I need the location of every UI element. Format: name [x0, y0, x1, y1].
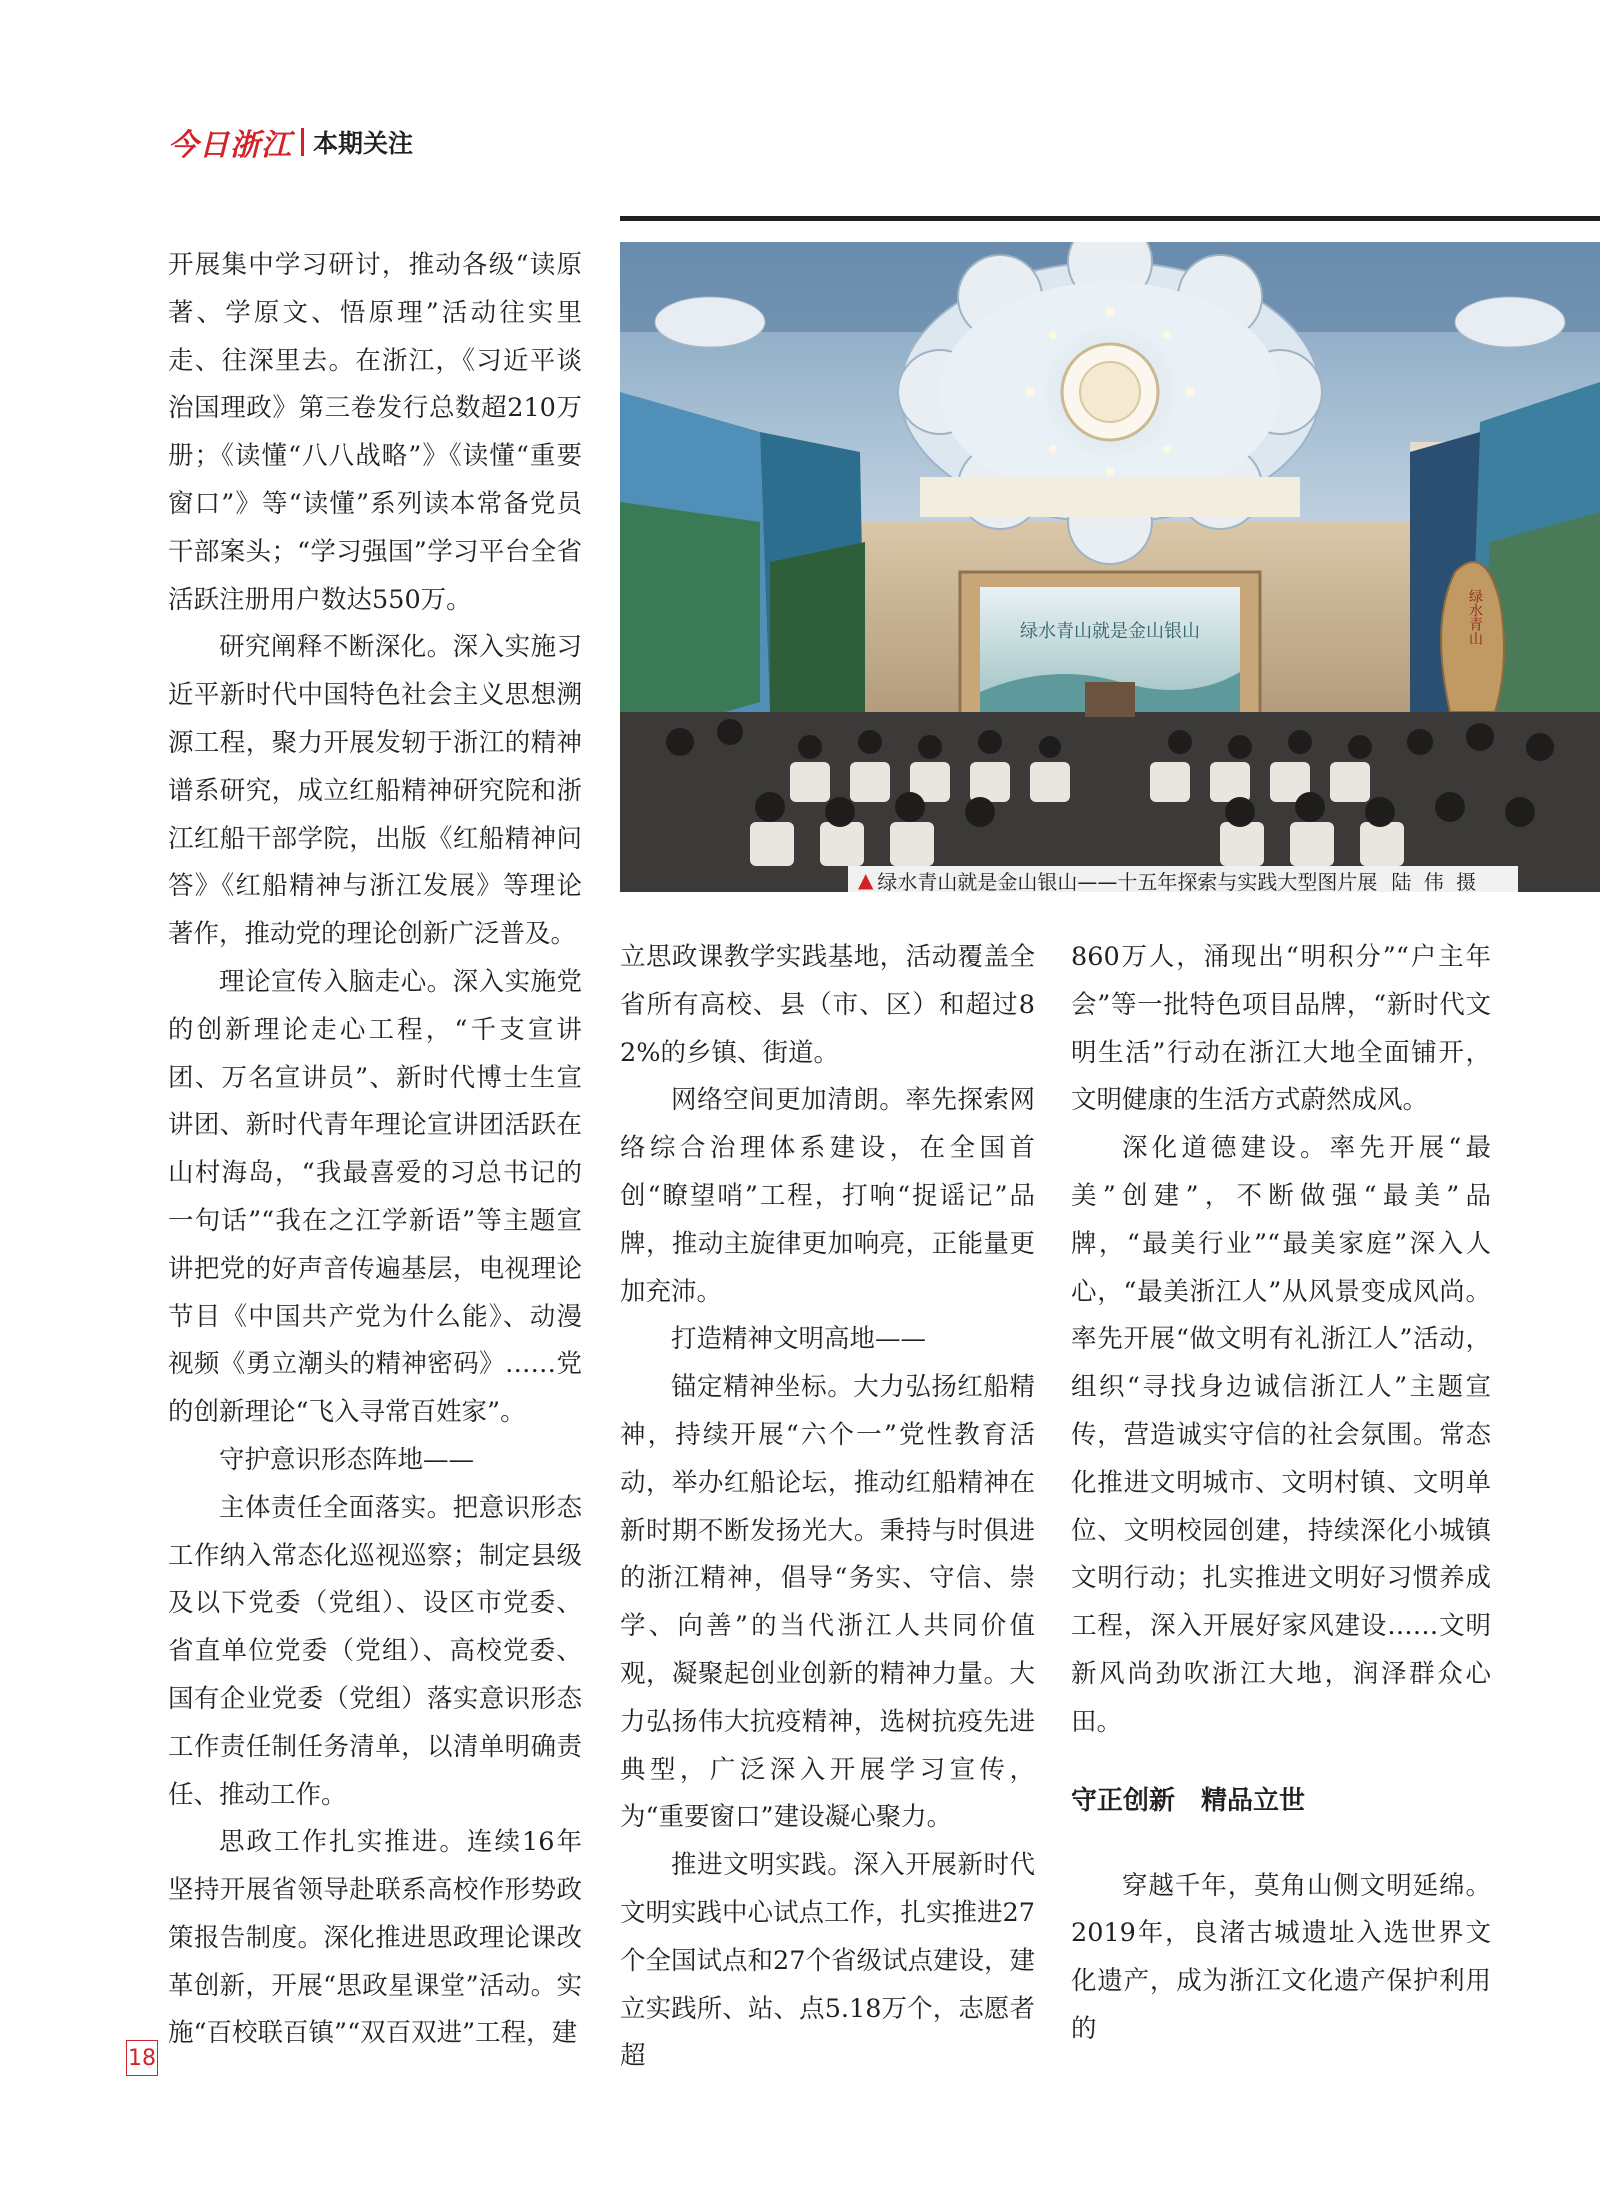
paragraph: 推进文明实践。深入开展新时代文明实践中心试点工作，扎实推进27个全国试点和27个省级试点建设，建立实践所、站、点5.18万个，志愿者超: [620, 1850, 1035, 2072]
masthead: [168, 122, 413, 162]
caption-marker-icon: ▲: [858, 868, 874, 892]
paragraph: 研究阐释不断深化。深入实施习近平新时代中国特色社会主义思想溯源工程，聚力开展发轫于浙江的精神谱系研究，成立红船精神研究院和浙江红船干部学院，出版《红船精神问答》《红船精神与浙江发展》等理论著作，推动党的理论创新广泛普及。: [168, 632, 582, 950]
paragraph: 理论宣传入脑走心。深入实施党的创新理论走心工程，“千支宣讲团、万名宣讲员”、新时代博士生宣讲团、新时代青年理论宣讲团活跃在山村海岛，“我最喜爱的习总书记的一句话”“我在之江学新语”等主题宣讲把党的好声音传遍基层，电视理论节目《中国共产党为什么能》、动漫视频《勇立潮头的精神密码》……党的创新理论“飞入寻常百姓家”。: [168, 966, 582, 1428]
paragraph: 锚定精神坐标。大力弘扬红船精神，持续开展“六个一”党性教育活动，举办红船论坛，推动红船精神在新时期不断发扬光大。秉持与时俱进的浙江精神，倡导“务实、守信、崇学、向善”的当代浙江人共同价值观，凝聚起创业创新的精神力量。大力弘扬伟大抗疫精神，选树抗疫先进典型，广泛深入开展学习宣传，为“重要窗口”建设凝心聚力。: [620, 1372, 1035, 1833]
paragraph: 思政工作扎实推进。连续16年坚持开展省领导赴联系高校作形势政策报告制度。深化推进思政理论课改革创新，开展“思政星课堂”活动。实施“百校联百镇”“双百双进”工程，建: [168, 1827, 582, 2049]
exhibition-photo: [620, 242, 1600, 892]
paragraph: 开展集中学习研讨，推动各级“读原著、学原文、悟原理”活动往实里走、往深里去。在浙江，《习近平谈治国理政》第三卷发行总数超210万册；《读懂“八八战略”》《读懂“重要窗口”》等“读懂”系列读本常备党员干部案头；“学习强国”学习平台全省活跃注册用户数达550万。: [168, 250, 582, 615]
masthead-divider: [301, 128, 304, 156]
caption-text: 绿水青山就是金山银山——十五年探索与实践大型图片展: [877, 869, 1378, 894]
paragraph: 穿越千年，莫角山侧文明延绵。2019年，良渚古城遗址入选世界文化遗产，成为浙江文化遗产保护利用的: [1071, 1870, 1491, 2044]
photo-credit: 陆 伟 摄: [1391, 869, 1480, 894]
stele-inscription: 绿水青山: [1467, 589, 1483, 645]
page-number: 18: [126, 2040, 158, 2076]
paragraph: 网络空间更加清朗。率先探索网络综合治理体系建设，在全国首创“瞭望哨”工程，打响“捉谣记”品牌，推动主旋律更加响亮，正能量更加充沛。: [620, 1085, 1035, 1307]
paragraph: 860万人，涌现出“明积分”“户主年会”等一批特色项目品牌，“新时代文明生活”行动在浙江大地全面铺开，文明健康的生活方式蔚然成风。: [1071, 942, 1491, 1116]
photo-caption: [848, 866, 1518, 894]
article-column-2: [620, 934, 1035, 2081]
top-rule: [620, 216, 1600, 221]
paragraph: 立思政课教学实践基地，活动覆盖全省所有高校、县（市、区）和超过82%的乡镇、街道。: [620, 942, 1035, 1068]
magazine-logo: 今日浙江: [168, 128, 292, 163]
paragraph: 深化道德建设。率先开展“最美”创建”，不断做强“最美”品牌，“最美行业”“最美家庭”深入人心，“最美浙江人”从风景变成风尚。率先开展“做文明有礼浙江人”活动，组织“寻找身边诚信浙江人”主题宣传，营造诚实守信的社会氛围。常态化推进文明城市、文明村镇、文明单位、文明校园创建，持续深化小城镇文明行动；扎实推进文明好习惯养成工程，深入开展好家风建设……文明新风尚劲吹浙江大地，润泽群众心田。: [1071, 1133, 1491, 1737]
section-title: 本期关注: [313, 129, 414, 158]
topic-heading: 守护意识形态阵地——: [219, 1444, 475, 1475]
paragraph: 主体责任全面落实。把意识形态工作纳入常态化巡视巡察；制定县级及以下党委（党组）、设区市党委、省直单位党委（党组）、高校党委、国有企业党委（党组）落实意识形态工作责任制任务清单，以清单明确责任、推动工作。: [168, 1492, 582, 1810]
article-column-3: [1071, 934, 1491, 2054]
section-subheading: 守正创新 精品立世: [1071, 1785, 1306, 1816]
screen-title: 绿水青山就是金山银山: [1020, 621, 1200, 642]
topic-heading: 打造精神文明高地——: [671, 1324, 927, 1355]
article-column-1: [168, 242, 582, 2058]
